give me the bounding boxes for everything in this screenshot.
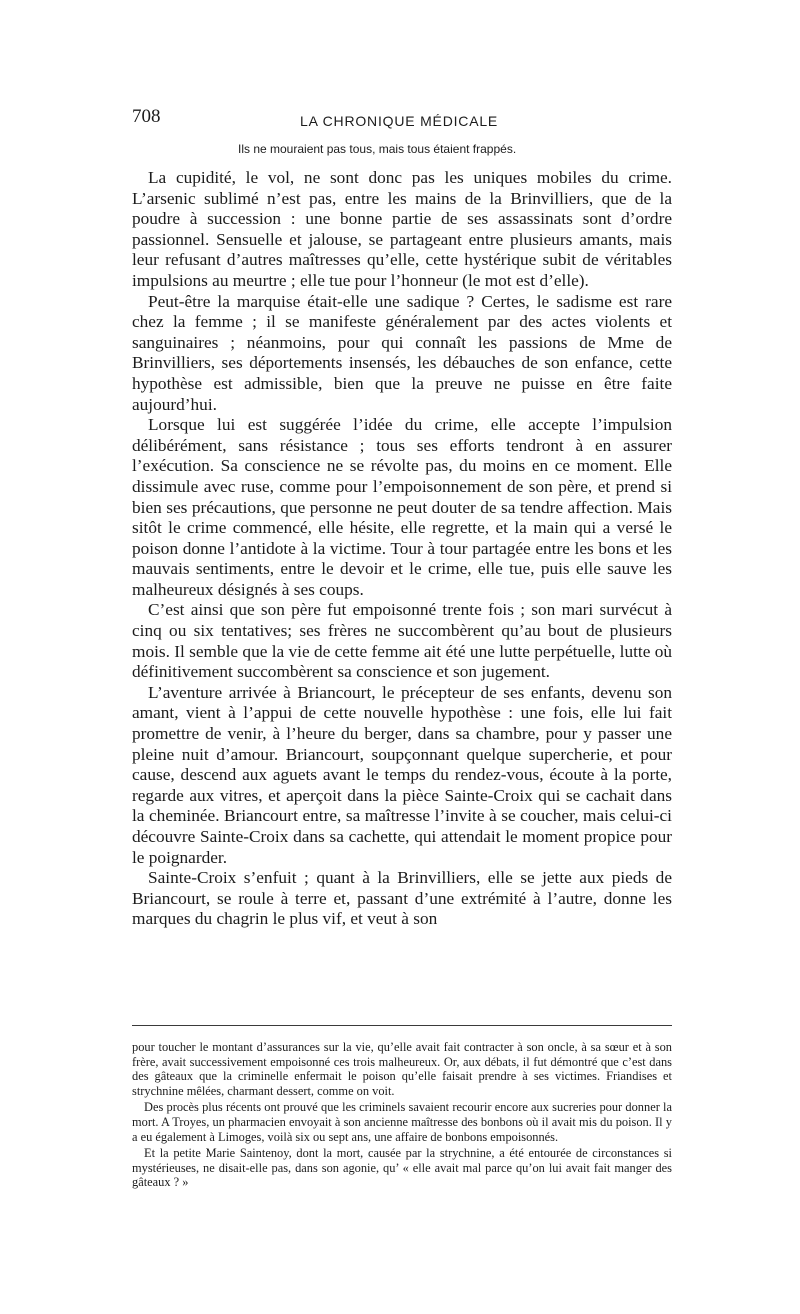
running-title: LA CHRONIQUE MÉDICALE (300, 113, 499, 129)
paragraph: La cupidité, le vol, ne sont donc pas les uniques mobiles du crime. L’arsenic sublimé n’est pas, entre les mains de la Brinvilliers, que de la poudre à succession : une bonne partie de ses assassinats sont d’ordre passionnel. Sensuelle et jalouse, se partageant entre plusieurs amants, mais leur refusant d’autres maîtresses qu’elle, cette hystérique subit de véritables impulsions au meurtre ; elle tue pour l’honneur (le mot est d’elle). (132, 168, 672, 290)
paragraph: L’aventure arrivée à Briancourt, le précepteur de ses enfants, devenu son amant, vient à l’appui de cette nouvelle hypothèse : une fois, elle lui fait promettre de venir, à l’heure du berger, dans sa chambre, pour y passer une pleine nuit d’amour. Briancourt, soupçonnant quelque supercherie, et pour cause, descend aux aguets avant le temps du rendez-vous, écoute à la porte, regarde aux vitres, et aperçoit dans la pièce Sainte-Croix qui se cachait dans la cheminée. Briancourt entre, sa maîtresse l’invite à se coucher, mais celui-ci découvre Sainte-Croix dans sa cachette, qui attendait le moment propice pour le poignarder. (132, 682, 672, 867)
footnote-paragraph: Des procès plus récents ont prouvé que les criminels savaient recourir encore aux sucreries pour donner la mort. A Troyes, un pharmacien envoyait à son ancienne maîtresse des bonbons où il avait mis du poison. Il y a eu également à Limoges, voilà six ou sept ans, une affaire de bonbons empoisonnés. (132, 1100, 672, 1144)
paragraph: Peut-être la marquise était-elle une sadique ? Certes, le sadisme est rare chez la femme ; il se manifeste généralement par des actes violents et sanguinaires ; néanmoins, pour qui connaît les passions de Mme de Brinvilliers, ses déportements insensés, les débauches de son enfance, cette hypothèse est admissible, bien que la preuve ne puisse en être faite aujourd’hui. (132, 291, 672, 414)
page-number: 708 (132, 106, 161, 127)
paragraph: Sainte-Croix s’enfuit ; quant à la Brinvilliers, elle se jette aux pieds de Briancourt, se roule à terre et, passant d’une extrémité à l’autre, donne les marques du chagrin le plus vif, et veut à son (132, 868, 672, 929)
page-header (132, 106, 672, 138)
footnote-paragraph: pour toucher le montant d’assurances sur la vie, qu’elle avait fait contracter à son oncle, à sa sœur et à son frère, avait successivement empoisonné ces trois malheureux. Or, aux débats, il fut démontré que c’est dans des gâteaux que la criminelle enfermait le poison qu’elle faisait prendre à ses victimes. Friandises et strychnine mêlées, charmant dessert, comme on voit. (132, 1040, 672, 1098)
footnote-paragraph: Et la petite Marie Saintenoy, dont la mort, causée par la strychnine, a été entourée de circonstances si mystérieuses, ne disait-elle pas, dans son agonie, qu’ « elle avait mal parce qu’on lui avait fait manger des gâteaux ? » (132, 1146, 672, 1190)
illustration-caption: Ils ne mouraient pas tous, mais tous étaient frappés. (238, 142, 517, 156)
paragraph: C’est ainsi que son père fut empoisonné trente fois ; son mari survécut à cinq ou six tentatives; ses frères ne succombèrent qu’au bout de plusieurs mois. Il semble que la vie de cette femme ait été une lutte perpétuelle, lutte où définitivement succombèrent sa conscience et son jugement. (132, 600, 672, 682)
footnote-divider (132, 1025, 672, 1026)
footnotes (132, 1040, 672, 1192)
paragraph: Lorsque lui est suggérée l’idée du crime, elle accepte l’impulsion délibérément, sans résistance ; tous ses efforts tendront à en assurer l’exécution. Sa conscience ne se révolte pas, du moins en ce moment. Elle dissimule avec ruse, comme pour l’empoisonnement de son père, et prend si bien ses précautions, que personne ne peut douter de sa tendre affection. Mais sitôt le crime commencé, elle hésite, elle regrette, et la main qui a versé le poison donne l’antidote à la victime. Tour à tour partagée entre les bons et les mauvais sentiments, entre le devoir et le crime, elle tue, puis elle sauve les malheureux désignés à ses coups. (132, 415, 672, 599)
main-text (132, 168, 672, 930)
